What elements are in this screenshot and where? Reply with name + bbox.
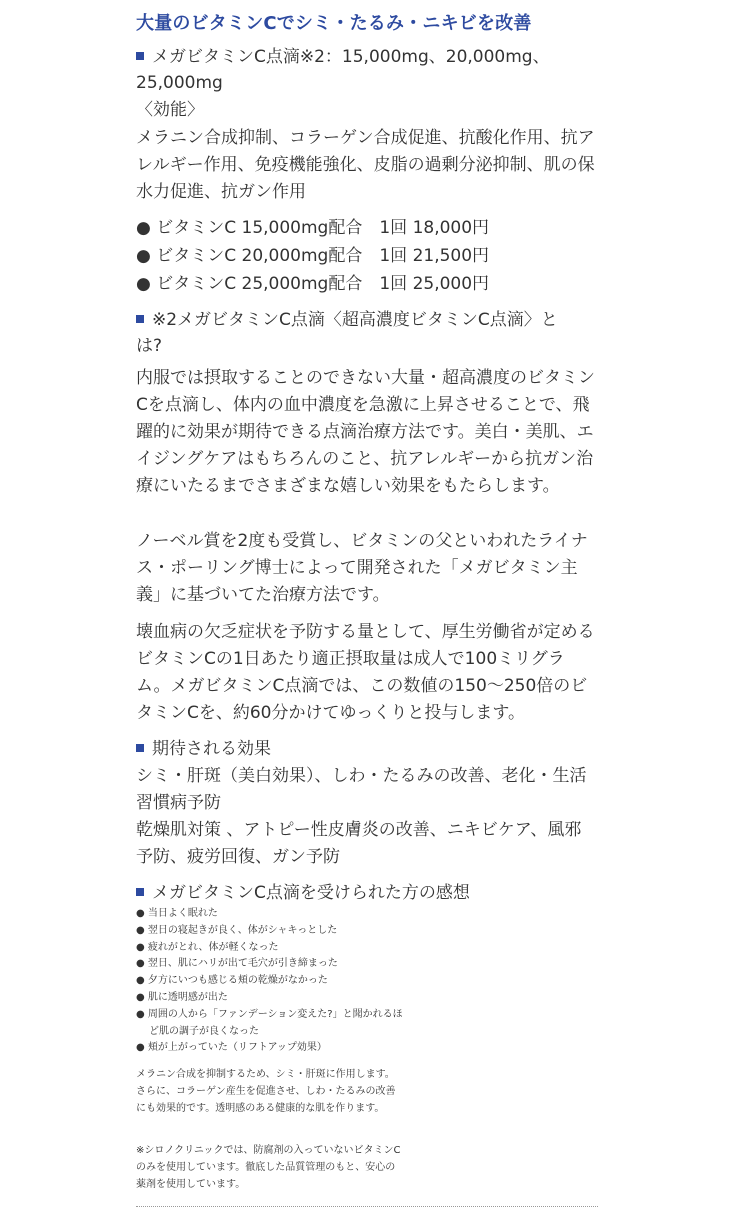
about-heading xyxy=(136,307,558,359)
about-heading-line2: は? xyxy=(136,336,163,356)
impression-item: ● 周囲の人から「ファンデーション変えた?」と聞かれるほど肌の調子が良くなった xyxy=(136,1008,403,1037)
impressions-note-1: メラニン合成を抑制するため、シミ・肝斑に作用します。さらに、コラーゲン産生を促進させ、しわ・たるみの改善にも効果的です。透明感のある健康的な肌を作ります。 xyxy=(136,1069,396,1114)
square-bullet-icon xyxy=(136,315,144,323)
square-bullet-icon xyxy=(136,744,144,752)
price-list xyxy=(136,214,489,298)
about-paragraph-2: ノーベル賞を2度も受賞し、ビタミンの父といわれたライナス・ポーリング博士によって開発された「メガビタミン主義」に基づいてた治療方法です。 xyxy=(136,531,588,605)
expected-heading-text: 期待される効果 xyxy=(152,739,271,759)
price-item: ● ビタミンC 20,000mg配合 1回 21,500円 xyxy=(136,246,490,266)
expected-heading xyxy=(136,736,271,762)
impressions-heading xyxy=(136,880,470,906)
impression-item: ● 肌に透明感が出た xyxy=(136,991,228,1003)
impression-item: ● 疲れがとれ、体が軽くなった xyxy=(136,941,279,953)
about-heading-line1: ※2メガビタミンC点滴〈超高濃度ビタミンC点滴〉と xyxy=(152,310,558,330)
effects-label: 〈効能〉 xyxy=(136,100,204,120)
impression-item: ● 頬が上がっていた（リフトアップ効果） xyxy=(136,1042,327,1054)
about-paragraph-1: 内服では摂取することのできない大量・超高濃度のビタミンCを点滴し、体内の血中濃度を急激に上昇させることで、飛躍的に効果が期待できる点滴治療方法です。美白・美肌、エイジングケアはもちろんのこと、抗アレルギーから抗ガン治療にいたるまでさまざまな嬉しい効果をもたらします。 xyxy=(136,368,595,496)
square-bullet-icon xyxy=(136,52,144,60)
impressions-note-2: ※シロノクリニックでは、防腐剤の入っていないビタミンCのみを使用しています。徹底した品質管理のもと、安心の薬剤を使用しています。 xyxy=(136,1145,401,1190)
section-title: 大量のビタミンCでシミ・たるみ・ニキビを改善 xyxy=(136,13,532,34)
about-paragraph-3: 壊血病の欠乏症状を予防する量として、厚生労働省が定めるビタミンCの1日あたり適正摂取量は成人で100ミリグラム。メガビタミンC点滴では、この数値の150〜250倍のビタミンCを、約60分かけてゆっくりと投与します。 xyxy=(136,622,595,723)
mega-vitamin-heading xyxy=(136,44,550,96)
square-bullet-icon xyxy=(136,888,144,896)
impression-item: ● 夕方にいつも感じる頬の乾燥がなかった xyxy=(136,975,328,987)
mega-heading-line2: 25,000mg xyxy=(136,73,223,93)
impressions-heading-text: メガビタミンC点滴を受けられた方の感想 xyxy=(152,883,470,903)
effects-text: メラニン合成抑制、コラーゲン合成促進、抗酸化作用、抗アレルギー作用、免疫機能強化、皮脂の過剰分泌抑制、肌の保水力促進、抗ガン作用 xyxy=(136,128,595,202)
dotted-divider xyxy=(136,1206,598,1207)
mega-heading-line1: メガビタミンC点滴※2：15,000mg、20,000mg、 xyxy=(152,47,550,67)
impression-item: ● 翌日、肌にハリが出て毛穴が引き締まった xyxy=(136,958,338,970)
impression-item: ● 翌日の寝起きが良く、体がシャキっとした xyxy=(136,924,338,936)
expected-text-1: シミ・肝斑（美白効果）、しわ・たるみの改善、老化・生活習慣病予防 xyxy=(136,766,587,813)
price-item: ● ビタミンC 25,000mg配合 1回 25,000円 xyxy=(136,274,490,294)
expected-text-2: 乾燥肌対策 、アトピー性皮膚炎の改善、ニキビケア、風邪予防、疲労回復、ガン予防 xyxy=(136,820,582,867)
price-item: ● ビタミンC 15,000mg配合 1回 18,000円 xyxy=(136,218,490,238)
impressions-list xyxy=(136,906,411,1057)
impression-item: ● 当日よく眠れた xyxy=(136,908,218,919)
